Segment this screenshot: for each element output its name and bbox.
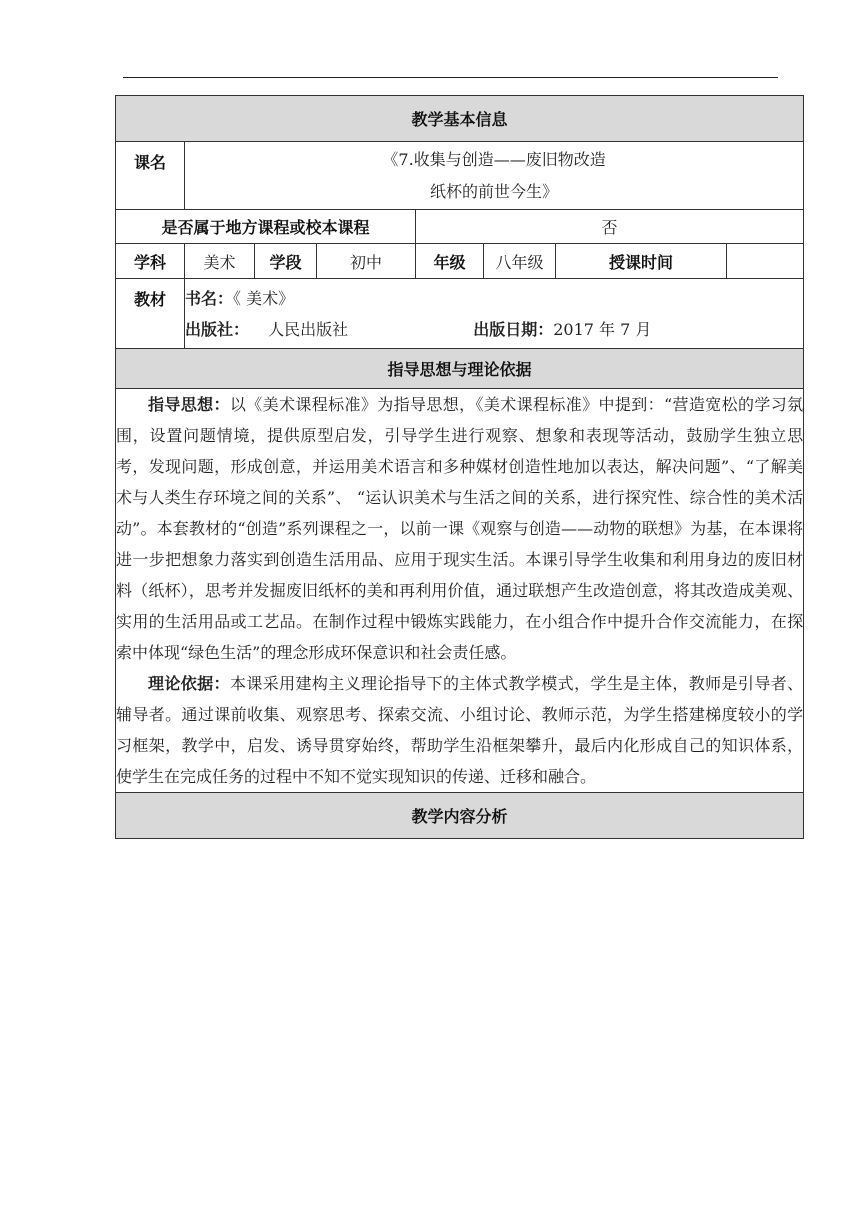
time-label: 授课时间 (556, 244, 727, 279)
material-details (185, 279, 804, 349)
time-value (727, 244, 804, 279)
local-course-value: 否 (416, 210, 804, 244)
publisher-line (185, 314, 803, 345)
material-label: 教材 (116, 279, 185, 349)
section-basic-info: 教学基本信息 (116, 96, 804, 142)
publisher-value: 人民出版社 (268, 319, 349, 339)
subject-value: 美术 (185, 244, 255, 279)
section-guiding: 指导思想与理论依据 (116, 349, 804, 389)
publish-date-value: 2017 年 7 月 (553, 319, 652, 339)
header-rule (123, 77, 778, 78)
guiding-thought-label: 指导思想： (148, 395, 230, 414)
publisher-label: 出版社： (185, 319, 250, 339)
theory-basis-paragraph (116, 668, 803, 792)
guiding-theory-body (116, 389, 804, 793)
theory-basis-label: 理论依据： (148, 674, 230, 693)
book-label: 书名： (185, 288, 234, 308)
section-content-analysis: 教学内容分析 (116, 793, 804, 839)
lesson-info-table (115, 95, 804, 839)
grade-value: 八年级 (484, 244, 556, 279)
course-name-label: 课名 (116, 142, 185, 210)
course-name-line2: 纸杯的前世今生》 (430, 181, 559, 201)
guiding-thought-text: 以《美术课程标准》为指导思想，《美术课程标准》中提到：“营造宽松的学习氛围，设置问题情境，提供原型启发，引导学生进行观察、想象和表现等活动，鼓励学生独立思考，发现问题，形成创意，并运用美术语言和多种媒材创造性地加以表达，解决问题”、“了解美术与人类生存环境之间的关系”、 “运认识美术与生活之间的关系，进行探究性、综合性的美术活动”。本套教材的“创造”系列课程之一，以前一课《观察与创造——动物的联想》为基，在本课将进一步把想象力落实到创造生活用品、应用于现实生活。本课引导学生收集和利用身边的废旧材料（纸杯），思考并发掘废旧纸杯的美和再利用价值，通过联想产生改造创意，将其改造成美观、实用的生活用品或工艺品。在制作过程中锻炼实践能力，在小组合作中提升合作交流能力，在探索中体现“绿色生活”的理念形成环保意识和社会责任感。 (116, 395, 804, 662)
book-value: 《 美术》 (233, 288, 295, 308)
document-page (115, 95, 803, 839)
stage-value: 初中 (317, 244, 416, 279)
book-line (185, 283, 803, 314)
guiding-thought-paragraph (116, 389, 803, 668)
local-course-label: 是否属于地方课程或校本课程 (116, 210, 416, 244)
subject-label: 学科 (116, 244, 185, 279)
theory-basis-text: 本课采用建构主义理论指导下的主体式教学模式，学生是主体，教师是引导者、辅导者。通过课前收集、观察思考、探索交流、小组讨论、教师示范，为学生搭建梯度较小的学习框架，教学中，启发、诱导贯穿始终，帮助学生沿框架攀升，最后内化形成自己的知识体系，使学生在完成任务的过程中不知不觉实现知识的传递、迁移和融合。 (116, 674, 804, 786)
stage-label: 学段 (255, 244, 317, 279)
publish-date-label: 出版日期： (473, 319, 554, 339)
grade-label: 年级 (416, 244, 484, 279)
course-name-value (185, 142, 804, 210)
course-name-line1: 《7.收集与创造——废旧物改造 (382, 149, 606, 169)
